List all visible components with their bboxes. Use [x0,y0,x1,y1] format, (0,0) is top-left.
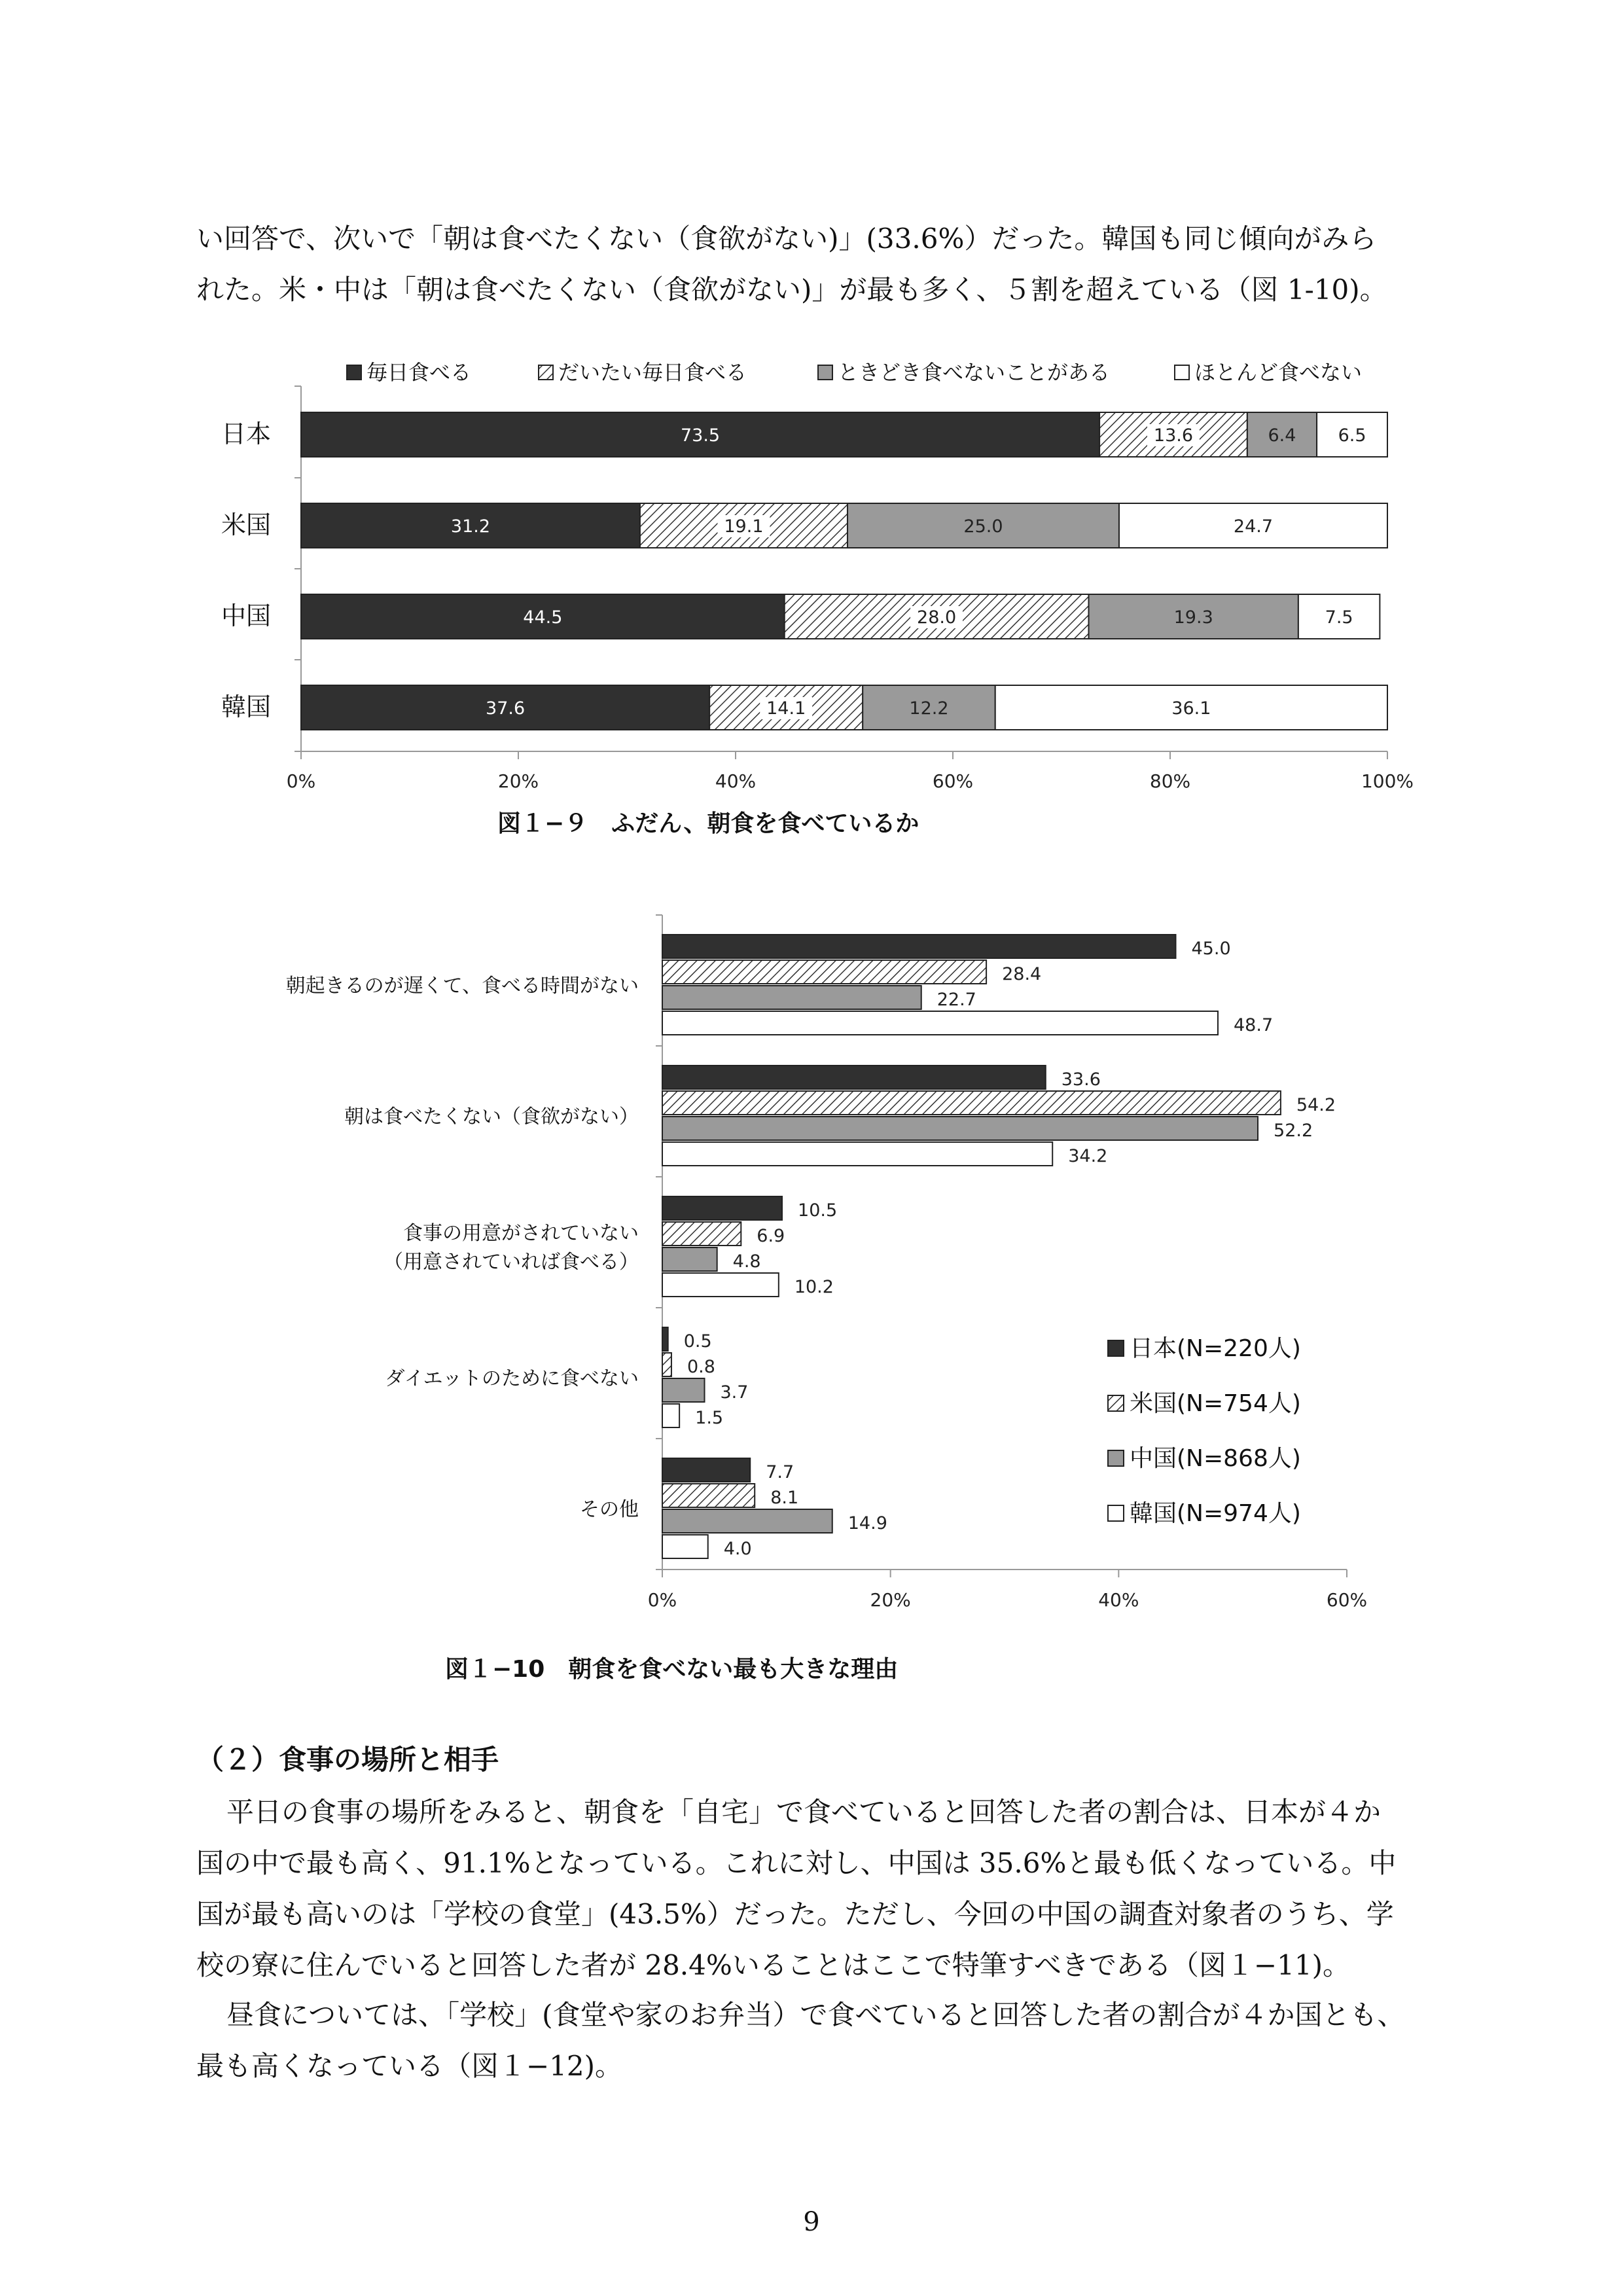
data-label: 36.1 [1171,698,1211,719]
bar [662,1353,671,1376]
data-label: 4.8 [732,1251,761,1272]
bar [662,1484,755,1507]
bar [662,960,986,984]
category-label: 韓国 [221,692,272,721]
legend-swatch [818,365,832,380]
chart-title: 図１−10 朝食を食べない最も大きな理由 [445,1656,899,1683]
page-number: 9 [803,2207,820,2237]
bar [662,1222,741,1246]
data-label: 7.7 [766,1462,794,1482]
category-label: （用意されていれば食べる） [383,1251,639,1274]
x-tick-label: 80% [1149,770,1191,792]
legend-swatch [347,365,361,380]
data-label: 12.2 [909,698,949,719]
bar [662,1142,1052,1166]
intro-line: れた。米・中は「朝は食べたくない（食欲がない)」が最も多く、５割を超えている（図 1-10)。 [196,274,1387,306]
bar [662,986,921,1009]
body-paragraph-lunch [196,1990,1440,2092]
data-label: 48.7 [1234,1015,1274,1035]
bar [662,1011,1218,1035]
legend-label: ときどき食べないことがある [838,360,1111,385]
bar [662,1535,708,1558]
chart-breakfast-frequency [221,360,1414,837]
data-label: 45.0 [1191,939,1231,959]
x-tick-label: 40% [715,770,757,792]
x-tick-label: 60% [932,770,974,792]
category-label: その他 [580,1498,639,1521]
x-tick-label: 0% [286,770,316,792]
data-label: 10.2 [794,1277,834,1297]
data-label: 4.0 [723,1539,752,1559]
legend-label: だいたい毎日食べる [558,360,747,385]
legend-label: 日本(N=220人) [1130,1335,1301,1362]
data-label: 6.9 [757,1226,785,1246]
section-heading: （２）食事の場所と相手 [196,1744,499,1776]
data-label: 44.5 [523,607,563,628]
bar [662,935,1176,958]
data-label: 13.6 [1153,425,1194,446]
x-tick-label: 0% [647,1589,677,1611]
data-label: 37.6 [486,698,526,719]
data-label: 0.5 [683,1331,712,1352]
data-label: 6.4 [1268,425,1296,446]
category-label: ダイエットのために食べない [385,1367,639,1390]
data-label: 14.1 [766,698,806,719]
bar [662,1327,668,1351]
chart-reasons-no-breakfast [286,915,1368,1683]
data-label: 19.3 [1173,607,1213,628]
data-label: 31.2 [450,516,491,537]
data-label: 28.4 [1002,964,1042,984]
data-label: 10.5 [798,1200,838,1221]
data-label: 54.2 [1296,1095,1336,1115]
legend-label: ほとんど食べない [1194,360,1363,385]
bar [662,1509,832,1533]
category-label: 朝は食べたくない（食欲がない） [344,1105,639,1128]
intro-line: い回答で、次いで「朝は食べたくない（食欲がない)」(33.6%）だった。韓国も同じ傾向がみら [196,223,1377,255]
data-label: 1.5 [695,1408,724,1428]
data-label: 28.0 [917,607,957,628]
data-label: 8.1 [770,1488,799,1508]
data-label: 19.1 [724,516,764,537]
legend-label: 米国(N=754人) [1130,1390,1301,1417]
x-tick-label: 100% [1361,770,1414,792]
body-line: 最も高くなっている（図１−12)。 [196,2050,623,2082]
x-tick-label: 40% [1098,1589,1139,1611]
category-label: 米国 [221,511,272,539]
body-line: 昼食については、「学校」(食堂や家のお弁当）で食べていると回答した者の割合が４か国とも、 [226,1999,1405,2031]
body-line: 平日の食事の場所をみると、朝食を「自宅」で食べていると回答した者の割合は、日本が４か [226,1796,1382,1828]
bar [662,1091,1281,1115]
legend-label: 中国(N=868人) [1130,1445,1301,1472]
data-label: 0.8 [687,1357,715,1377]
data-label: 73.5 [680,425,721,446]
x-tick-label: 60% [1326,1589,1368,1611]
x-tick-label: 20% [497,770,539,792]
data-label: 14.9 [847,1513,887,1534]
legend-label: 毎日食べる [366,360,472,385]
body-paragraph-place [196,1787,1440,1991]
x-tick-label: 20% [870,1589,911,1611]
category-label: 朝起きるのが遅くて、食べる時間がない [285,975,639,997]
data-label: 52.2 [1274,1121,1313,1141]
legend-swatch [1108,1505,1124,1521]
data-label: 7.5 [1325,607,1353,628]
category-label: 日本 [221,420,272,448]
bar [662,1378,705,1402]
data-label: 33.6 [1061,1069,1101,1090]
body-line: 校の寮に住んでいると回答した者が 28.4%いることはここで特筆すべきである（図１−11)。 [196,1949,1350,1981]
legend-swatch [1175,365,1189,380]
bar [662,1066,1046,1089]
legend-swatch [1108,1395,1124,1411]
body-line: 国の中で最も高く、91.1%となっている。これに対し、中国は 35.6%と最も低くなっている。中 [196,1847,1397,1879]
data-label: 3.7 [720,1382,749,1403]
data-label: 24.7 [1233,516,1274,537]
bar [662,1117,1258,1140]
bar [662,1196,782,1220]
data-label: 22.7 [936,990,976,1010]
bar [662,1247,717,1271]
legend-swatch [539,365,553,380]
legend-label: 韓国(N=974人) [1130,1500,1301,1527]
data-label: 25.0 [963,516,1003,537]
data-label: 34.2 [1068,1146,1108,1166]
legend-swatch [1108,1450,1124,1466]
category-label: 中国 [221,601,272,630]
chart-title: 図１−９ ふだん、朝食を食べているか [497,810,919,837]
data-label: 6.5 [1338,425,1366,446]
category-label: 食事の用意がされていない [403,1222,639,1245]
legend-swatch [1108,1340,1124,1356]
bar [662,1273,779,1297]
bar [662,1458,750,1482]
bar [662,1404,679,1427]
body-line: 国が最も高いのは「学校の食堂」(43.5%）だった。ただし、今回の中国の調査対象者のうち、学 [196,1898,1394,1930]
